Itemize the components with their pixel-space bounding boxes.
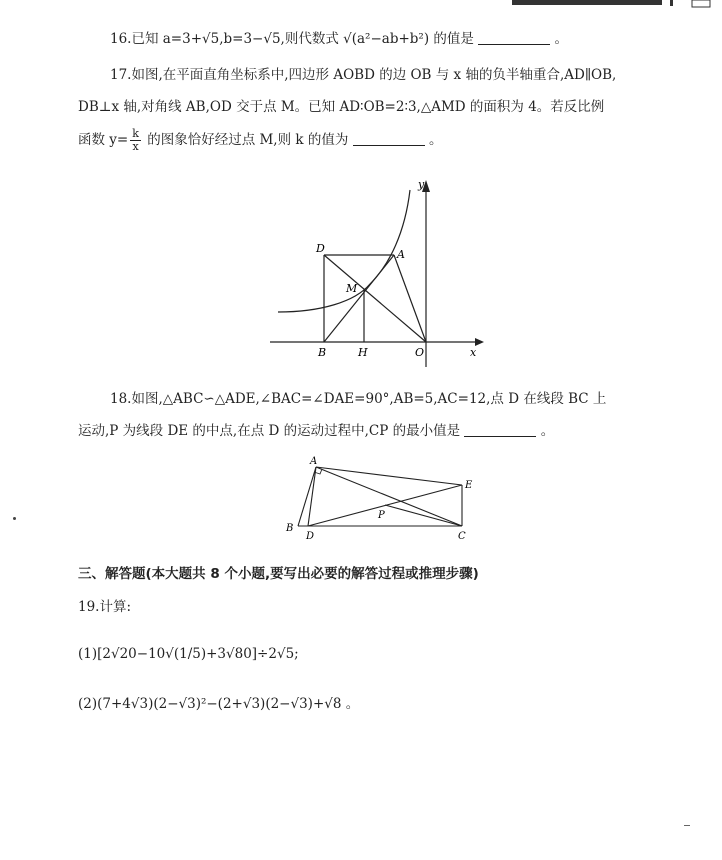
label-D: D [306,531,315,542]
label-y: y [418,178,425,191]
label-C: C [458,531,466,542]
label-A: A [310,456,318,467]
hyperbola-curve [278,190,410,312]
diagonal-OD [324,255,426,342]
fraction-k-over-x [130,128,141,153]
figure-17-coordinate-diagram [260,172,490,372]
stray-dot [13,517,16,520]
label-B: B [318,346,327,359]
segment-AB [298,467,316,526]
segment-CP [385,505,462,526]
question-17-line-1: 17.如图,在平面直角坐标系中,四边形 AOBD 的边 OB 与 x 轴的负半轴重合,AD∥OB, [110,67,617,83]
answer-blank-16[interactable] [478,30,550,45]
question-17-line-3-pre: 函数 y= [78,132,129,148]
label-B: B [286,523,294,534]
label-O: O [415,346,425,359]
question-17-line-3-post: 的图象恰好经过点 M,则 k 的值为 [142,132,349,148]
top-edge-marks [512,0,722,10]
answer-blank-18[interactable] [464,422,536,437]
answer-blank-17[interactable] [353,131,425,146]
label-D: D [316,242,325,255]
label-x: x [470,346,477,359]
question-18-end: 。 [540,423,555,439]
label-P: P [378,510,385,521]
question-19-title: 19.计算: [78,599,132,615]
question-16 [110,30,568,48]
figure-18-triangle-diagram [278,452,478,544]
fraction-denominator: x [132,140,139,153]
question-16-end: 。 [554,31,568,47]
fraction-numerator: k [132,127,139,140]
label-A: A [397,248,405,261]
question-16-text: 16.已知 a=3+√5,b=3−√5,则代数式 √(a²−ab+b²) 的值是 [110,31,474,47]
stray-mark [684,825,690,826]
label-H: H [358,346,368,359]
question-19-part-1: (1)[2√20−10√(1/5)+3√80]÷2√5; [78,646,299,662]
segment-AD [308,467,316,526]
question-17-line-2: DB⊥x 轴,对角线 AB,OD 交于点 M。已知 AD∶OB=2∶3,△AMD 的面积为 4。若反比例 [78,99,605,115]
x-axis-arrow [475,338,484,346]
question-18-line-2-text: 运动,P 为线段 DE 的中点,在点 D 的运动过程中,CP 的最小值是 [78,423,461,439]
question-17-line-3 [78,128,442,153]
question-19-part-2: (2)(7+4√3)(2−√3)²−(2+√3)(2−√3)+√8 。 [78,696,360,712]
section-3-title: 三、解答题(本大题共 8 个小题,要写出必要的解答过程或推理步骤) [78,566,479,582]
question-17-end: 。 [428,132,443,148]
label-M: M [346,282,358,295]
label-E: E [465,480,473,491]
question-18-line-1: 18.如图,△ABC∽△ADE,∠BAC=∠DAE=90°,AB=5,AC=12,点 D 在线段 BC 上 [110,391,607,407]
question-18-line-2 [78,422,554,440]
